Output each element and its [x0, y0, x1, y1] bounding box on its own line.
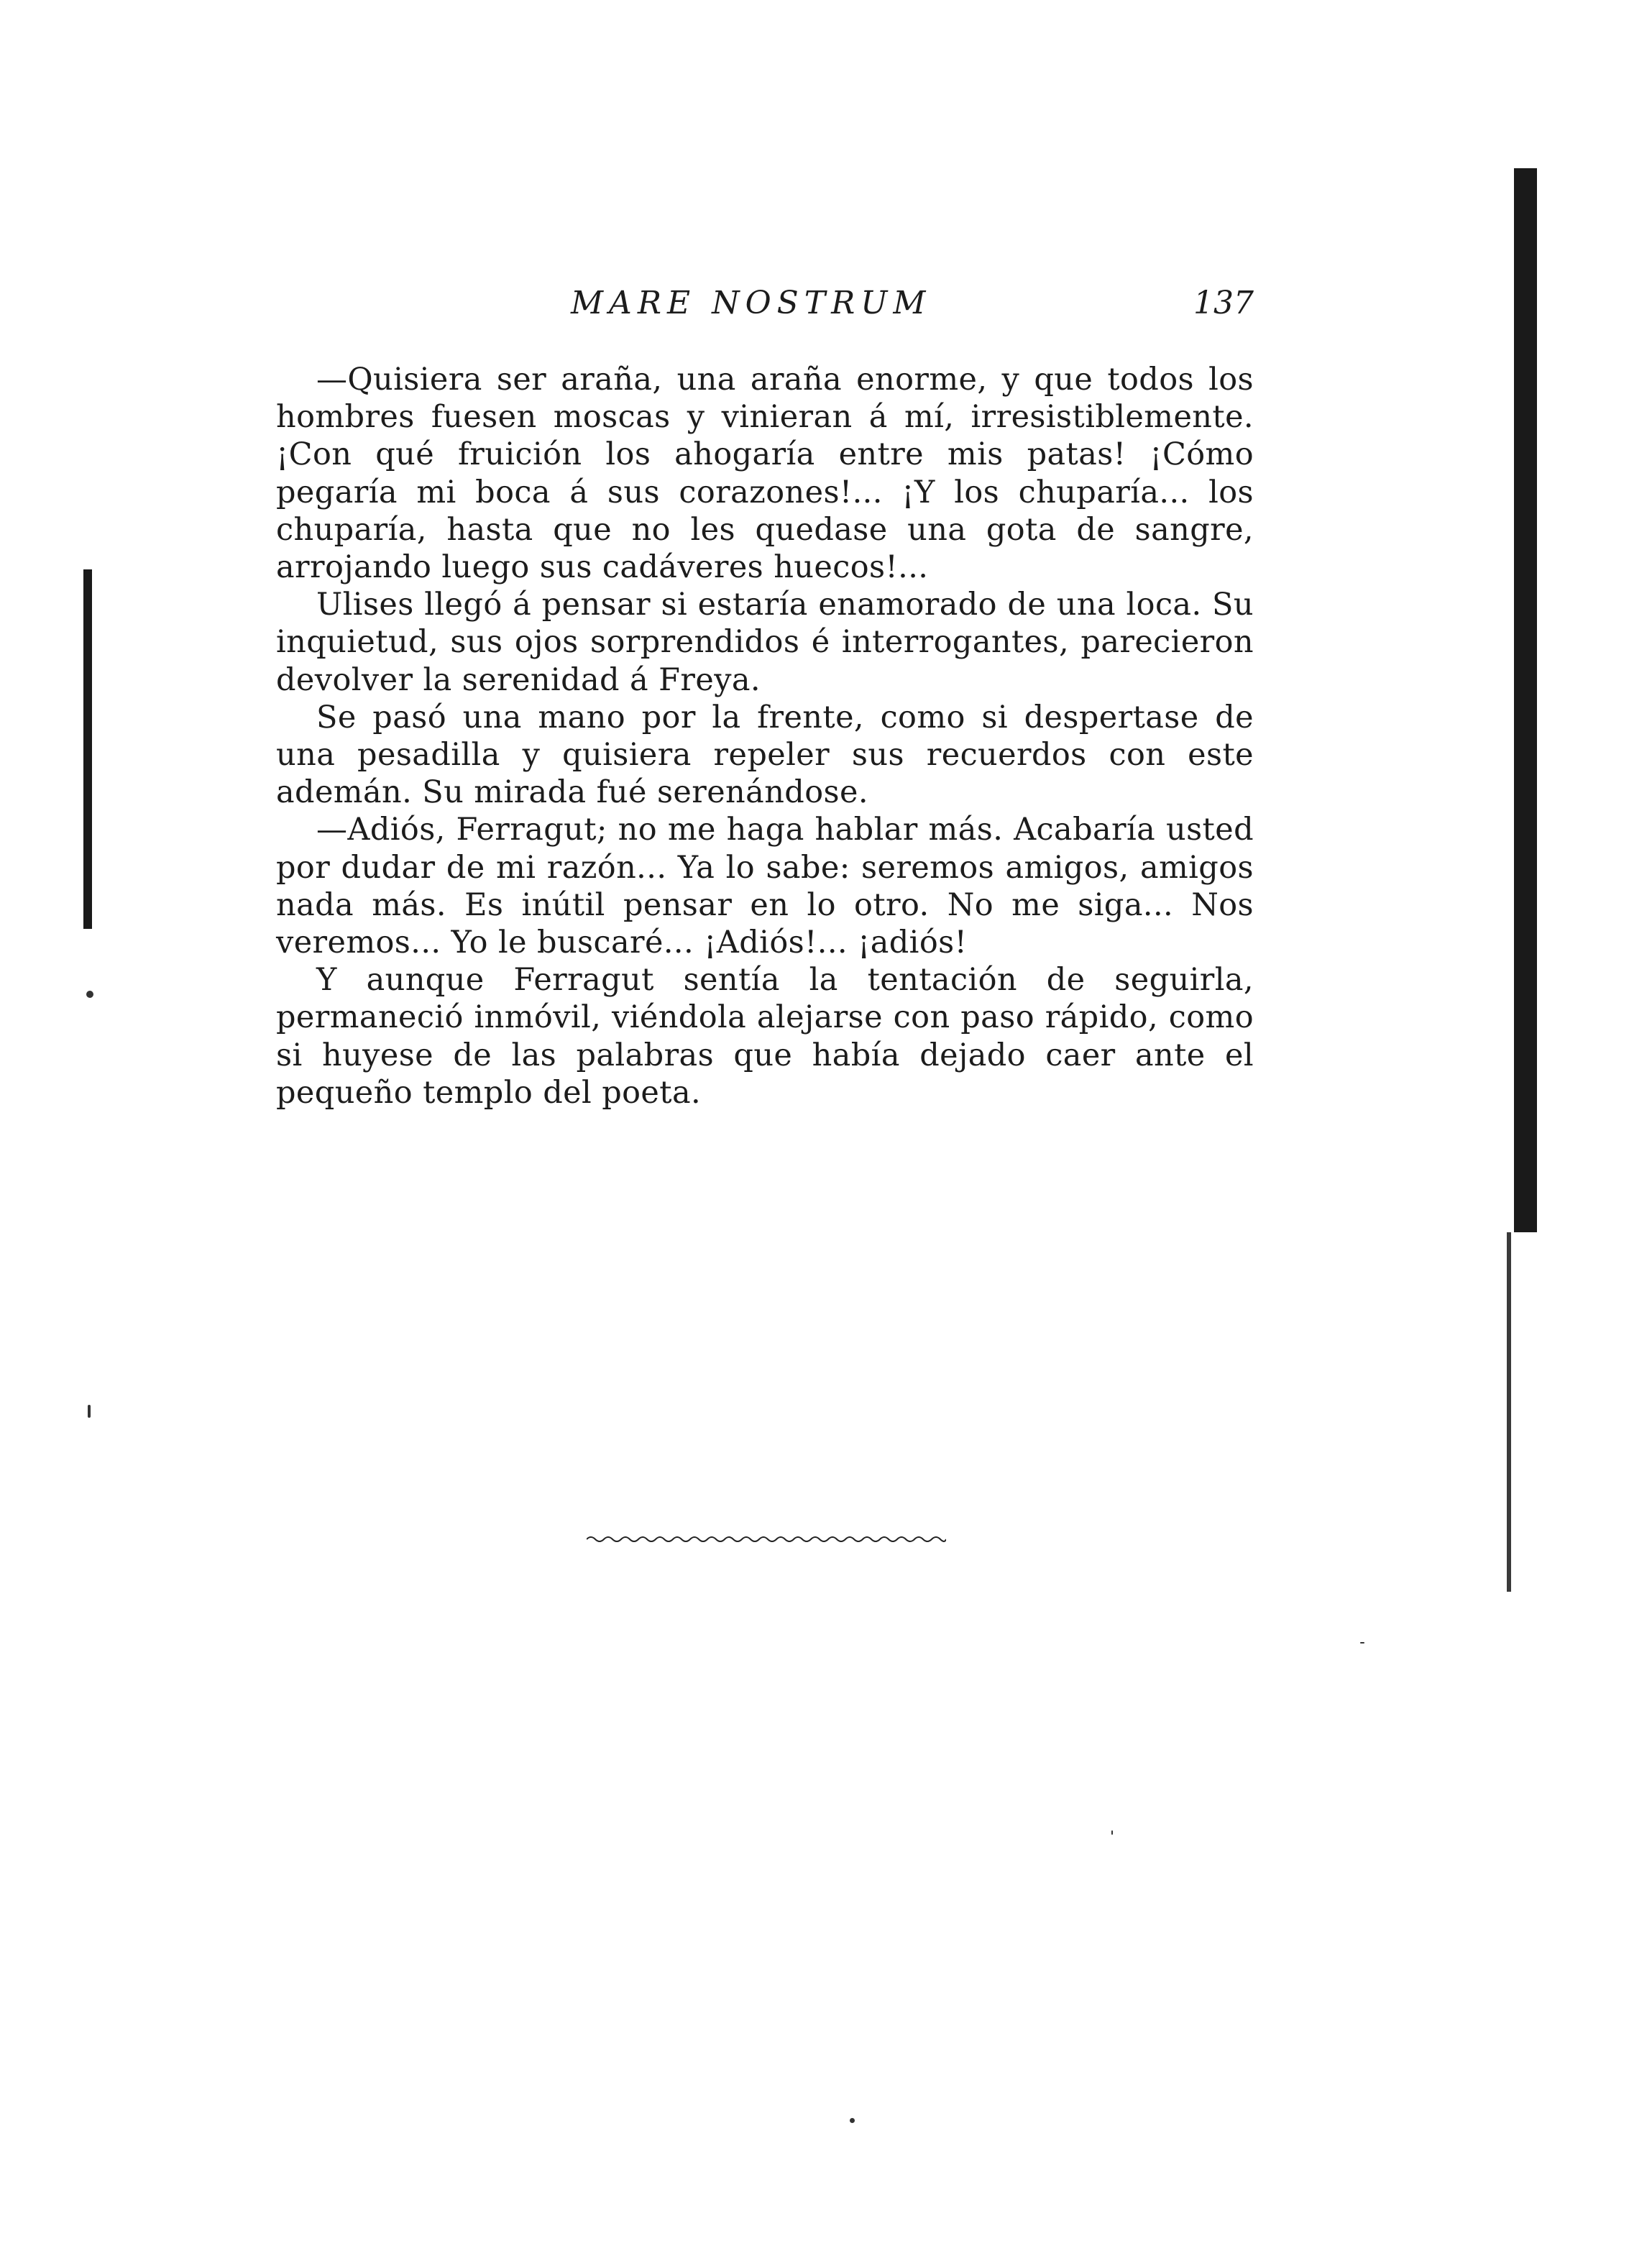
scan-shadow-right-thin [1507, 1232, 1511, 1592]
body-text [276, 361, 1254, 1111]
ornamental-wavy-divider [587, 1534, 946, 1544]
scan-speck [86, 991, 93, 998]
scan-speck [1360, 1642, 1364, 1643]
paragraph: Y aunque Ferragut sentía la tentación de seguirla, permaneció inmóvil, viéndola alejarse con paso rápido, como si huyese de las palabras que había dejado caer ante el pequeño templo del poeta. [276, 962, 1254, 1111]
scan-speck [850, 2118, 855, 2123]
paragraph: —Adiós, Ferragut; no me haga hablar más. Acabaría usted por dudar de mi razón... Ya lo sabe: seremos amigos, amigos nada más. Es inútil pensar en lo otro. No me siga... Nos veremos... Yo le buscaré... ¡Adiós!... ¡adiós! [276, 812, 1254, 961]
scan-shadow-left [83, 569, 92, 929]
page-number: 137 [1193, 285, 1254, 321]
scan-shadow-right [1514, 168, 1537, 1232]
paragraph: Ulises llegó á pensar si estaría enamorado de una loca. Su inquietud, sus ojos sorprendidos é interrogantes, parecieron devolver la serenidad á Freya. [276, 587, 1254, 698]
paragraph: —Quisiera ser araña, una araña enorme, y que todos los hombres fuesen moscas y vinieran á mí, irresistiblemente. ¡Con qué fruición los ahogaría entre mis patas! ¡Cómo pegaría mi boca á sus corazones!... ¡Y los chuparía... los chuparía, hasta que no les quedase una gota de sangre, arrojando luego sus cadáveres huecos!... [276, 362, 1254, 586]
running-head [276, 285, 1254, 328]
scan-speck [88, 1405, 91, 1418]
paragraph: Se pasó una mano por la frente, como si despertase de una pesadilla y quisiera repeler sus recuerdos con este ademán. Su mirada fué serenándose. [276, 699, 1254, 811]
running-title: MARE NOSTRUM [571, 285, 932, 321]
scan-speck [1111, 1830, 1113, 1835]
